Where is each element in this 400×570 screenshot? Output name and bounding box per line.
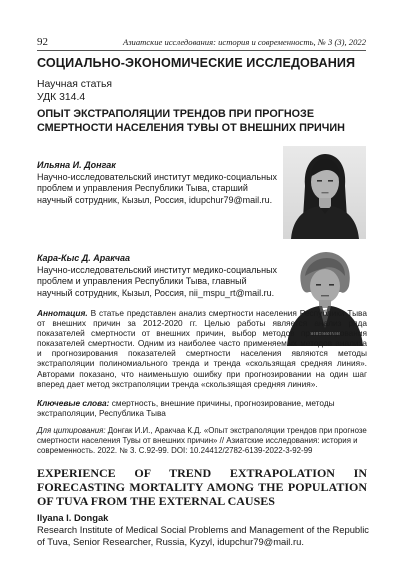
- author-affiliation: [37, 172, 282, 206]
- abstract-label: Аннотация.: [37, 308, 88, 318]
- english-title: EXPERIENCE OF TREND EXTRAPOLATION IN FORECASTING MORTALITY AMONG THE POPULATION OF TUVA FROM THE EXTERNAL CAUSES: [37, 466, 367, 509]
- english-author-name: Ilyana I. Dongak: [37, 512, 109, 523]
- keywords: [37, 398, 367, 418]
- author-affiliation-line: научный сотрудник, Кызыл, Россия, idupchur79@mail.ru.: [37, 194, 273, 205]
- citation: [37, 426, 367, 455]
- author-photo: [283, 146, 366, 239]
- udc-code: УДК 314.4: [37, 92, 86, 103]
- author-affiliation-line: проблем и управления Республики Тыва, старший: [37, 183, 248, 194]
- author-name: Ильяна И. Донгак: [37, 160, 116, 170]
- author-affiliation: [37, 265, 282, 299]
- abstract-text: В статье представлен анализ смертности населения Республики Тыва от внешних причин за 2012-2020 гг. Целью работы является анализ ряда показателей смертности от внешних причин, выбор методов прогнозирования показателей смертности. Одним из наиболее часто применяемых методов анализа и прогнозирования показателей смертности населения являются методы экстраполяции полиномиального тренда и тренда «скользящая средняя линия». Авторами показано, что наименьшую ошибку при прогнозировании на один шаг вперед дает метод экстраполяции тренда «скользящая средняя линия».: [37, 308, 367, 389]
- article-type: Научная статья: [37, 79, 112, 90]
- english-author-affiliation: Research Institute of Medical Social Problems and Management of the Republic of Tuva, Senior Researcher, Russia, Kyzyl, idupchur79@mail.ru.: [37, 524, 369, 547]
- citation-label: Для цитирования:: [37, 426, 106, 435]
- author-affiliation-line: Научно-исследовательский институт медико-социальных: [37, 265, 278, 275]
- keywords-label: Ключевые слова:: [37, 398, 110, 408]
- running-head: Азиатские исследования: история и современность, № 3 (3), 2022: [122, 37, 366, 47]
- author-name: Кара-Кыс Д. Аракчаа: [37, 253, 130, 263]
- section-title: СОЦИАЛЬНО-ЭКОНОМИЧЕСКИЕ ИССЛЕДОВАНИЯ: [37, 56, 356, 70]
- header-rule: [37, 50, 366, 51]
- author-affiliation-line: проблем и управления Республики Тыва, главный: [37, 276, 247, 287]
- author-affiliation-line: научный сотрудник, Кызыл, Россия, nii_mspu_rt@mail.ru.: [37, 287, 275, 298]
- citation-text: Донгак И.И., Аракчаа К.Д. «Опыт экстраполяции трендов при прогнозе смертности населения Тувы от внешних причин» // Азиатские исследования: история и современность. 2022. № 3. С.92-99. DOI: 10.24412/2782-6139-2022-3-92-99: [37, 426, 367, 455]
- article-title: ОПЫТ ЭКСТРАПОЛЯЦИИ ТРЕНДОВ ПРИ ПРОГНОЗЕ СМЕРТНОСТИ НАСЕЛЕНИЯ ТУВЫ ОТ ВНЕШНИХ ПРИЧИН: [37, 108, 345, 134]
- abstract: [37, 308, 367, 389]
- page-number: 92: [37, 36, 48, 48]
- author-affiliation-line: Научно-исследовательский институт медико-социальных: [37, 172, 278, 182]
- keywords-text: смертность, внешние причины, прогнозирование, методы экстраполяции, Республика Тыва: [37, 398, 335, 419]
